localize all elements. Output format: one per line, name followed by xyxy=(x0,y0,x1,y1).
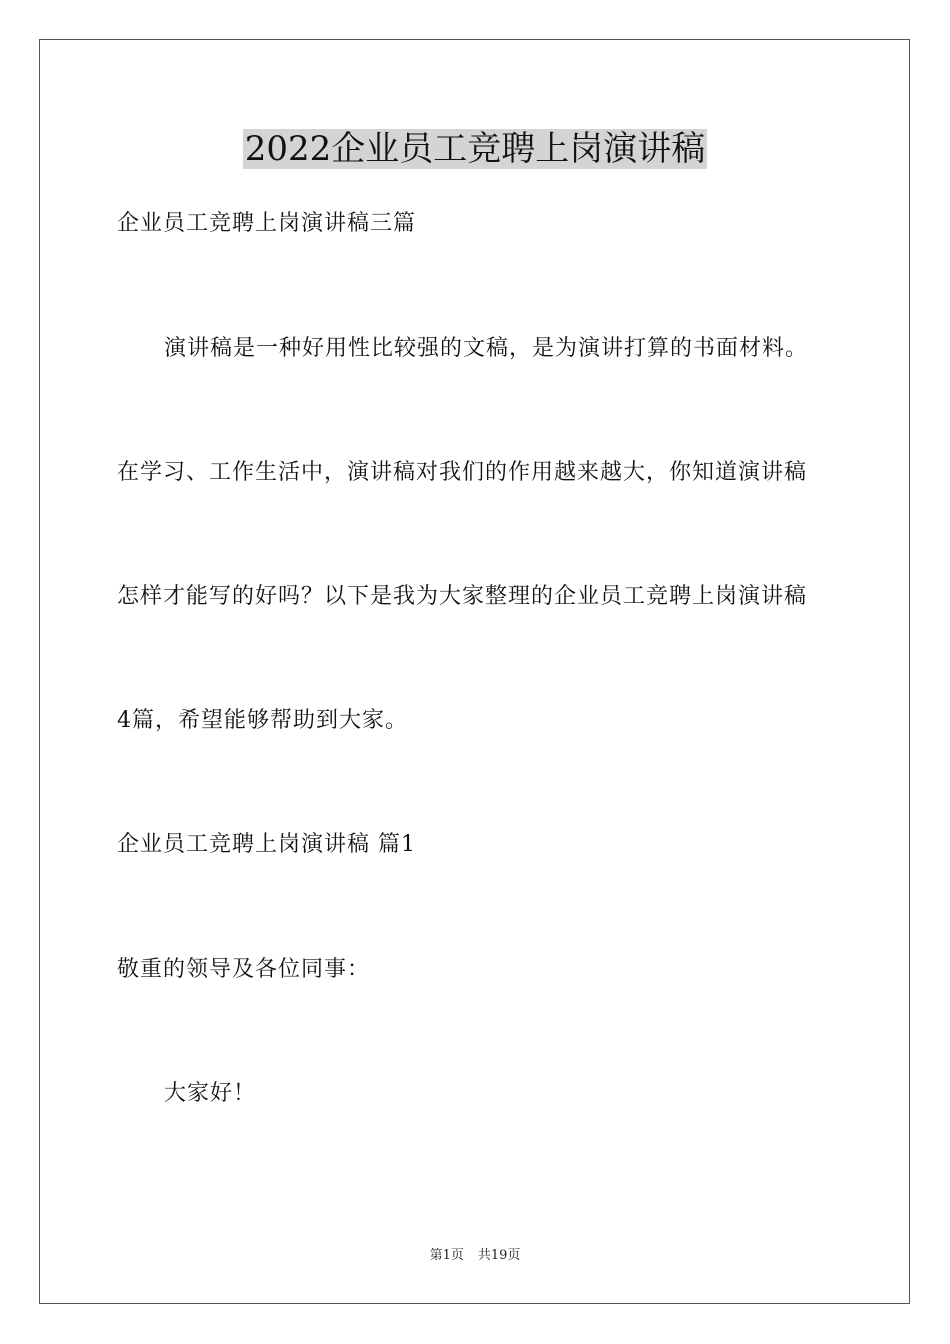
greeting-line: 大家好！ xyxy=(164,1081,257,1106)
paragraph-line-2: 在学习、工作生活中，演讲稿对我们的作用越来越大，你知道演讲稿 xyxy=(117,460,808,485)
page-footer xyxy=(0,1247,950,1265)
salutation-line: 敬重的领导及各位同事： xyxy=(117,957,371,982)
paragraph-line-1: 演讲稿是一种好用性比较强的文稿，是为演讲打算的书面材料。 xyxy=(164,336,809,361)
page-number: 第1页 xyxy=(429,1248,464,1263)
subtitle-line: 企业员工竞聘上岗演讲稿三篇 xyxy=(117,211,417,236)
section-heading: 企业员工竞聘上岗演讲稿 篇1 xyxy=(117,832,416,857)
document-title-text: 2022企业员工竞聘上岗演讲稿 xyxy=(244,129,706,169)
page-total: 共19页 xyxy=(477,1248,521,1263)
paragraph-line-4: 4篇，希望能够帮助到大家。 xyxy=(117,708,408,733)
document-title xyxy=(0,128,950,170)
paragraph-line-3: 怎样才能写的好吗？以下是我为大家整理的企业员工竞聘上岗演讲稿 xyxy=(117,584,808,609)
